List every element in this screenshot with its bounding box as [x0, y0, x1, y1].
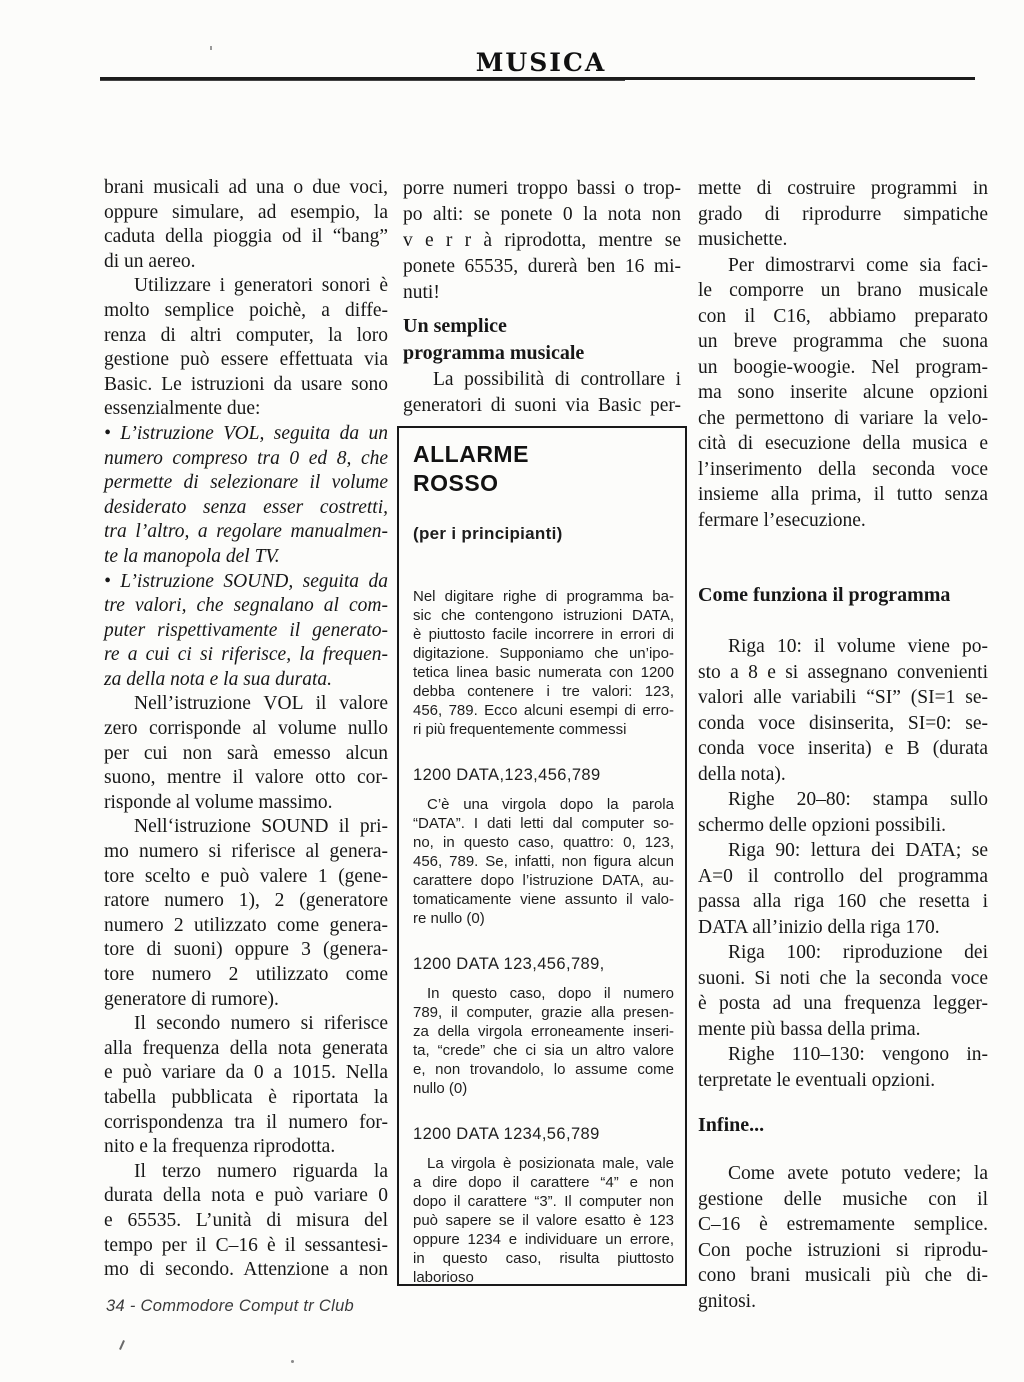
- text-line: • L’istruzione SOUND, seguita da: [104, 570, 388, 592]
- text-line: cono brani musicali più che di-: [698, 1265, 988, 1286]
- text-line: sic che contengono istruzioni DATA,: [413, 607, 674, 624]
- paragraph: [403, 367, 681, 419]
- text-line: Con poche istruzioni si riprodu-: [698, 1239, 988, 1261]
- paragraph: [104, 570, 388, 693]
- text-line: le comporre un brano musicale: [698, 280, 988, 301]
- paragraph: [104, 815, 388, 1012]
- text-line: conda voce disinserita, SI=0: se-: [698, 712, 988, 734]
- scan-artifact: [119, 1340, 125, 1350]
- text-line: Come avete potuto vedere; la: [728, 1163, 988, 1184]
- text-line: ma sono inserite alcune opzioni: [698, 382, 988, 403]
- column-1: [104, 176, 388, 1314]
- text-line: debba contenere i tre valori: 123,: [413, 683, 674, 700]
- text-line: oppure 1234 e individuare un errore,: [413, 1231, 674, 1248]
- paragraph: [413, 795, 674, 928]
- subheading: [698, 1112, 988, 1138]
- paragraph: [698, 940, 988, 1042]
- text-line: brani musicali ad una o due voci,: [104, 177, 388, 198]
- text-line: po alti: se ponete 0 la nota non: [403, 204, 681, 225]
- text-line: Il terzo numero riguarda la: [134, 1160, 388, 1182]
- text-line: con il C16, abbiamo preparato: [698, 305, 988, 327]
- text-line: Nell‘istruzione SOUND il pri-: [134, 816, 388, 838]
- text-line: risponde al volume massimo.: [104, 791, 333, 813]
- text-line: ri più frequentemente commessi: [413, 721, 627, 738]
- text-line: e, non trovandolo, lo assume come: [413, 1061, 674, 1078]
- text-line: durata della nota e può variare 0: [104, 1185, 388, 1207]
- text-line: Infine...: [698, 1114, 765, 1136]
- paragraph: [698, 253, 988, 534]
- text-line: Nel digitare righe di programma ba-: [413, 588, 674, 605]
- alert-box-title-line: ROSSO: [413, 470, 499, 496]
- text-line: suoni. Si noti che la seconda voce: [698, 967, 988, 989]
- text-line: musichette.: [698, 229, 788, 250]
- text-line: corrispondenza tra il numero for-: [104, 1111, 388, 1133]
- paragraph: [698, 176, 988, 253]
- text-line: mente più bassa della prima.: [698, 1018, 921, 1040]
- paragraph: [104, 1012, 388, 1160]
- text-line: ponete 65535, durerà ben 16 mi-: [403, 256, 681, 277]
- text-line: sto a 8 e si assegnano convenienti: [698, 661, 988, 683]
- text-line: e può variare da 0 a 1015. Nella: [104, 1062, 388, 1084]
- text-line: • L’istruzione VOL, seguita da un: [104, 422, 388, 444]
- column-2-text: [403, 176, 681, 419]
- text-line: essenzialmente due:: [104, 398, 261, 420]
- subheading: [698, 582, 988, 608]
- text-line: v e r r à riprodotta, mentre se: [403, 230, 681, 251]
- code-line: 1200 DATA 123,456,789,: [413, 955, 605, 973]
- text-line: nito e la frequenza riprodotta.: [104, 1136, 336, 1158]
- column-2: [403, 176, 681, 1314]
- text-line: un boogie-woogie. Nel program-: [698, 356, 988, 378]
- text-line: oppure simulare, ad esempio, la: [104, 201, 388, 223]
- text-line: Nell’istruzione VOL il valore: [134, 693, 388, 715]
- paragraph: [698, 838, 988, 940]
- text-line: renza di altri computer, la loro: [104, 324, 388, 346]
- text-line: A=0 il controllo del programma: [698, 865, 988, 887]
- text-line: 456, 789. Se, infatti, non figura alcun: [413, 853, 674, 870]
- article-columns: [104, 176, 988, 1314]
- text-line: suono, mentre il valore otto cor-: [104, 767, 388, 789]
- text-line: tore scelto e può valere 1 (gene-: [104, 865, 388, 887]
- text-line: Per dimostrarvi come sia faci-: [728, 254, 988, 276]
- paragraph: [104, 1160, 388, 1283]
- text-line: C’è una virgola dopo la parola: [427, 796, 674, 813]
- paragraph: [413, 984, 674, 1098]
- text-line: Utilizzare i generatori sonori è: [134, 275, 388, 297]
- text-line: ta, “crede” che ci sia un altro valore: [413, 1042, 674, 1059]
- text-line: caduta della pioggia od il “bang”: [104, 226, 388, 248]
- text-line: schermo delle opzioni possibili.: [698, 814, 947, 836]
- code-line: 1200 DATA,123,456,789: [413, 766, 601, 784]
- text-line: carattere dopo l’istruzione DATA, au-: [413, 872, 674, 889]
- text-line: 456, 789. Ecco alcuni esempi di erro-: [413, 702, 674, 719]
- paragraph: [698, 634, 988, 787]
- text-line: re a cui ci si riferisce, la frequen-: [104, 644, 388, 666]
- paragraph: [104, 422, 388, 570]
- text-line: puter rispettivamente il generato-: [104, 619, 388, 641]
- text-line: Riga 10: il volume viene po-: [728, 636, 988, 657]
- text-line: no, in questo caso, quattro: 0, 123,: [413, 834, 674, 851]
- text-line: fermare l’esecuzione.: [698, 509, 866, 531]
- text-line: terpretate le eventuali opzioni.: [698, 1069, 936, 1091]
- text-line: passa alla riga 160 che resetta i: [698, 891, 988, 912]
- paragraph: [104, 176, 388, 274]
- text-line: re nullo (0): [413, 910, 485, 927]
- text-line: Un semplice: [403, 315, 507, 337]
- paragraph: [403, 176, 681, 306]
- text-line: 789, il computer, grazie alla presen-: [413, 1004, 674, 1021]
- text-line: te la manopola del TV.: [104, 545, 280, 567]
- text-line: valori alle variabili “SI” (SI=1 se-: [698, 687, 988, 708]
- text-line: tabella pubblicata è riportata la: [104, 1086, 388, 1108]
- text-line: Il secondo numero si riferisce: [134, 1013, 388, 1035]
- alert-box-subtitle: (per i principianti): [413, 524, 563, 543]
- text-line: un breve programma che suona: [698, 331, 988, 352]
- text-line: per cui non sarà emesso alcun: [104, 742, 388, 764]
- text-line: della nota).: [698, 763, 786, 785]
- text-line: tetica linea basic numerata con 1200: [413, 664, 674, 681]
- text-line: Riga 100: riproduzione dei: [728, 942, 988, 963]
- text-line: tra l’altro, a regolare manualmen-: [104, 521, 388, 543]
- text-line: mo di secondo. Attenzione a non: [104, 1259, 388, 1281]
- text-line: Righe 20–80: stampa sullo: [728, 789, 988, 810]
- page-header: [0, 48, 1024, 77]
- text-line: conda voce inserita) e B (durata: [698, 738, 988, 759]
- text-line: dopo il carattere “3”. Il computer non: [413, 1193, 674, 1210]
- subheading: [403, 313, 681, 367]
- text-line: gestione delle musiche con il: [698, 1188, 988, 1210]
- scan-artifact: [210, 46, 212, 50]
- paragraph: [413, 1154, 674, 1287]
- text-line: molto semplice poichè, a diffe-: [104, 299, 388, 321]
- column-3: [698, 176, 988, 1314]
- text-line: è posta ad una frequenza legger-: [698, 993, 988, 1014]
- text-line: può sapere se il valore esatto è 123: [413, 1212, 674, 1229]
- text-line: desiderato senza esser costretti,: [104, 496, 388, 518]
- text-line: “DATA”. I dati letti dal computer so-: [413, 815, 674, 832]
- text-line: tore numero 2 utilizzato come: [104, 964, 388, 985]
- paragraph: [698, 787, 988, 838]
- text-line: permette di selezionare il volume: [104, 472, 388, 494]
- text-line: porre numeri troppo bassi o trop-: [403, 178, 681, 199]
- paragraph: [104, 692, 388, 815]
- text-line: digitazione. Supponiamo che un’ipo-: [413, 645, 674, 662]
- code-line: 1200 DATA 1234,56,789: [413, 1125, 600, 1143]
- text-line: In questo caso, dopo il numero: [427, 985, 674, 1002]
- text-line: nullo (0): [413, 1080, 468, 1097]
- text-line: gnitosi.: [698, 1290, 756, 1312]
- text-line: generatori di suoni via Basic per-: [403, 395, 681, 416]
- text-line: DATA all’inizio della riga 170.: [698, 916, 940, 938]
- text-line: tore di suoni) oppure 3 (genera-: [104, 939, 388, 961]
- scan-artifact: [291, 1360, 294, 1363]
- text-line: mette di costruire programmi in: [698, 178, 988, 199]
- text-line: generatore di rumore).: [104, 988, 279, 1010]
- text-line: laborioso: [413, 1269, 474, 1286]
- text-line: za della virgola erroneamente inseri-: [413, 1023, 674, 1040]
- text-line: mo numero si riferisce al genera-: [104, 841, 388, 863]
- text-line: Righe 110–130: vengono in-: [728, 1044, 988, 1065]
- text-line: tomaticamente viene assunto il valo-: [413, 891, 674, 908]
- page-footer: 34 - Commodore Comput tr Club: [106, 1297, 355, 1315]
- text-line: è piuttosto facile incorrere in errori di: [413, 626, 674, 643]
- text-line: numero compreso tra 0 ed 8, che: [104, 447, 388, 469]
- text-line: za della nota e la sua durata.: [104, 668, 333, 690]
- alert-box-body: [413, 587, 674, 1287]
- text-line: in questo caso, risulta piuttosto: [413, 1250, 674, 1267]
- paragraph: [698, 1161, 988, 1314]
- text-line: C–16 è estremamente semplice.: [698, 1214, 988, 1235]
- section-title: MUSICA: [475, 48, 607, 77]
- text-line: zero corrisponde al volume nullo: [104, 718, 388, 740]
- text-line: programma musicale: [403, 342, 585, 364]
- alert-box-title: [413, 440, 674, 498]
- paragraph: [698, 1042, 988, 1093]
- text-line: La virgola è posizionata male, vale: [427, 1155, 674, 1172]
- text-line: grado di riprodurre simpatiche: [698, 203, 988, 225]
- text-line: La possibilità di controllare i: [433, 369, 681, 390]
- text-line: l’inserimento della seconda voce: [698, 458, 988, 480]
- text-line: cità di esecuzione della musica e: [698, 433, 988, 454]
- text-line: Basic. Le istruzioni da usare sono: [104, 373, 388, 395]
- text-line: nuti!: [403, 282, 440, 303]
- text-line: gestione può essere effettuata via: [104, 349, 388, 371]
- text-line: che permettono di variare la velo-: [698, 407, 988, 429]
- text-line: insieme alla prima, il tutto senza: [698, 484, 988, 505]
- paragraph: [413, 587, 674, 739]
- text-line: numero 2 utilizzato come genera-: [104, 914, 388, 936]
- text-line: Riga 90: lettura dei DATA; se: [728, 840, 988, 861]
- text-line: a dire dopo il carattere “4” e non: [413, 1174, 674, 1191]
- text-line: ratore numero 1), 2 (generatore: [104, 890, 388, 912]
- text-line: tempo per il C–16 è il sessantesi-: [104, 1234, 388, 1256]
- text-line: tre valori, che segnalano al com-: [104, 595, 388, 617]
- alert-box-title-line: ALLARME: [413, 441, 529, 467]
- paragraph: [104, 274, 388, 422]
- text-line: e 65535. L’unità di misura del: [104, 1209, 388, 1231]
- text-line: di un aereo.: [104, 250, 196, 272]
- alert-box: [397, 426, 687, 1286]
- text-line: Come funziona il programma: [698, 584, 951, 606]
- header-rule: [100, 77, 975, 80]
- text-line: alla frequenza della nota generata: [104, 1037, 388, 1059]
